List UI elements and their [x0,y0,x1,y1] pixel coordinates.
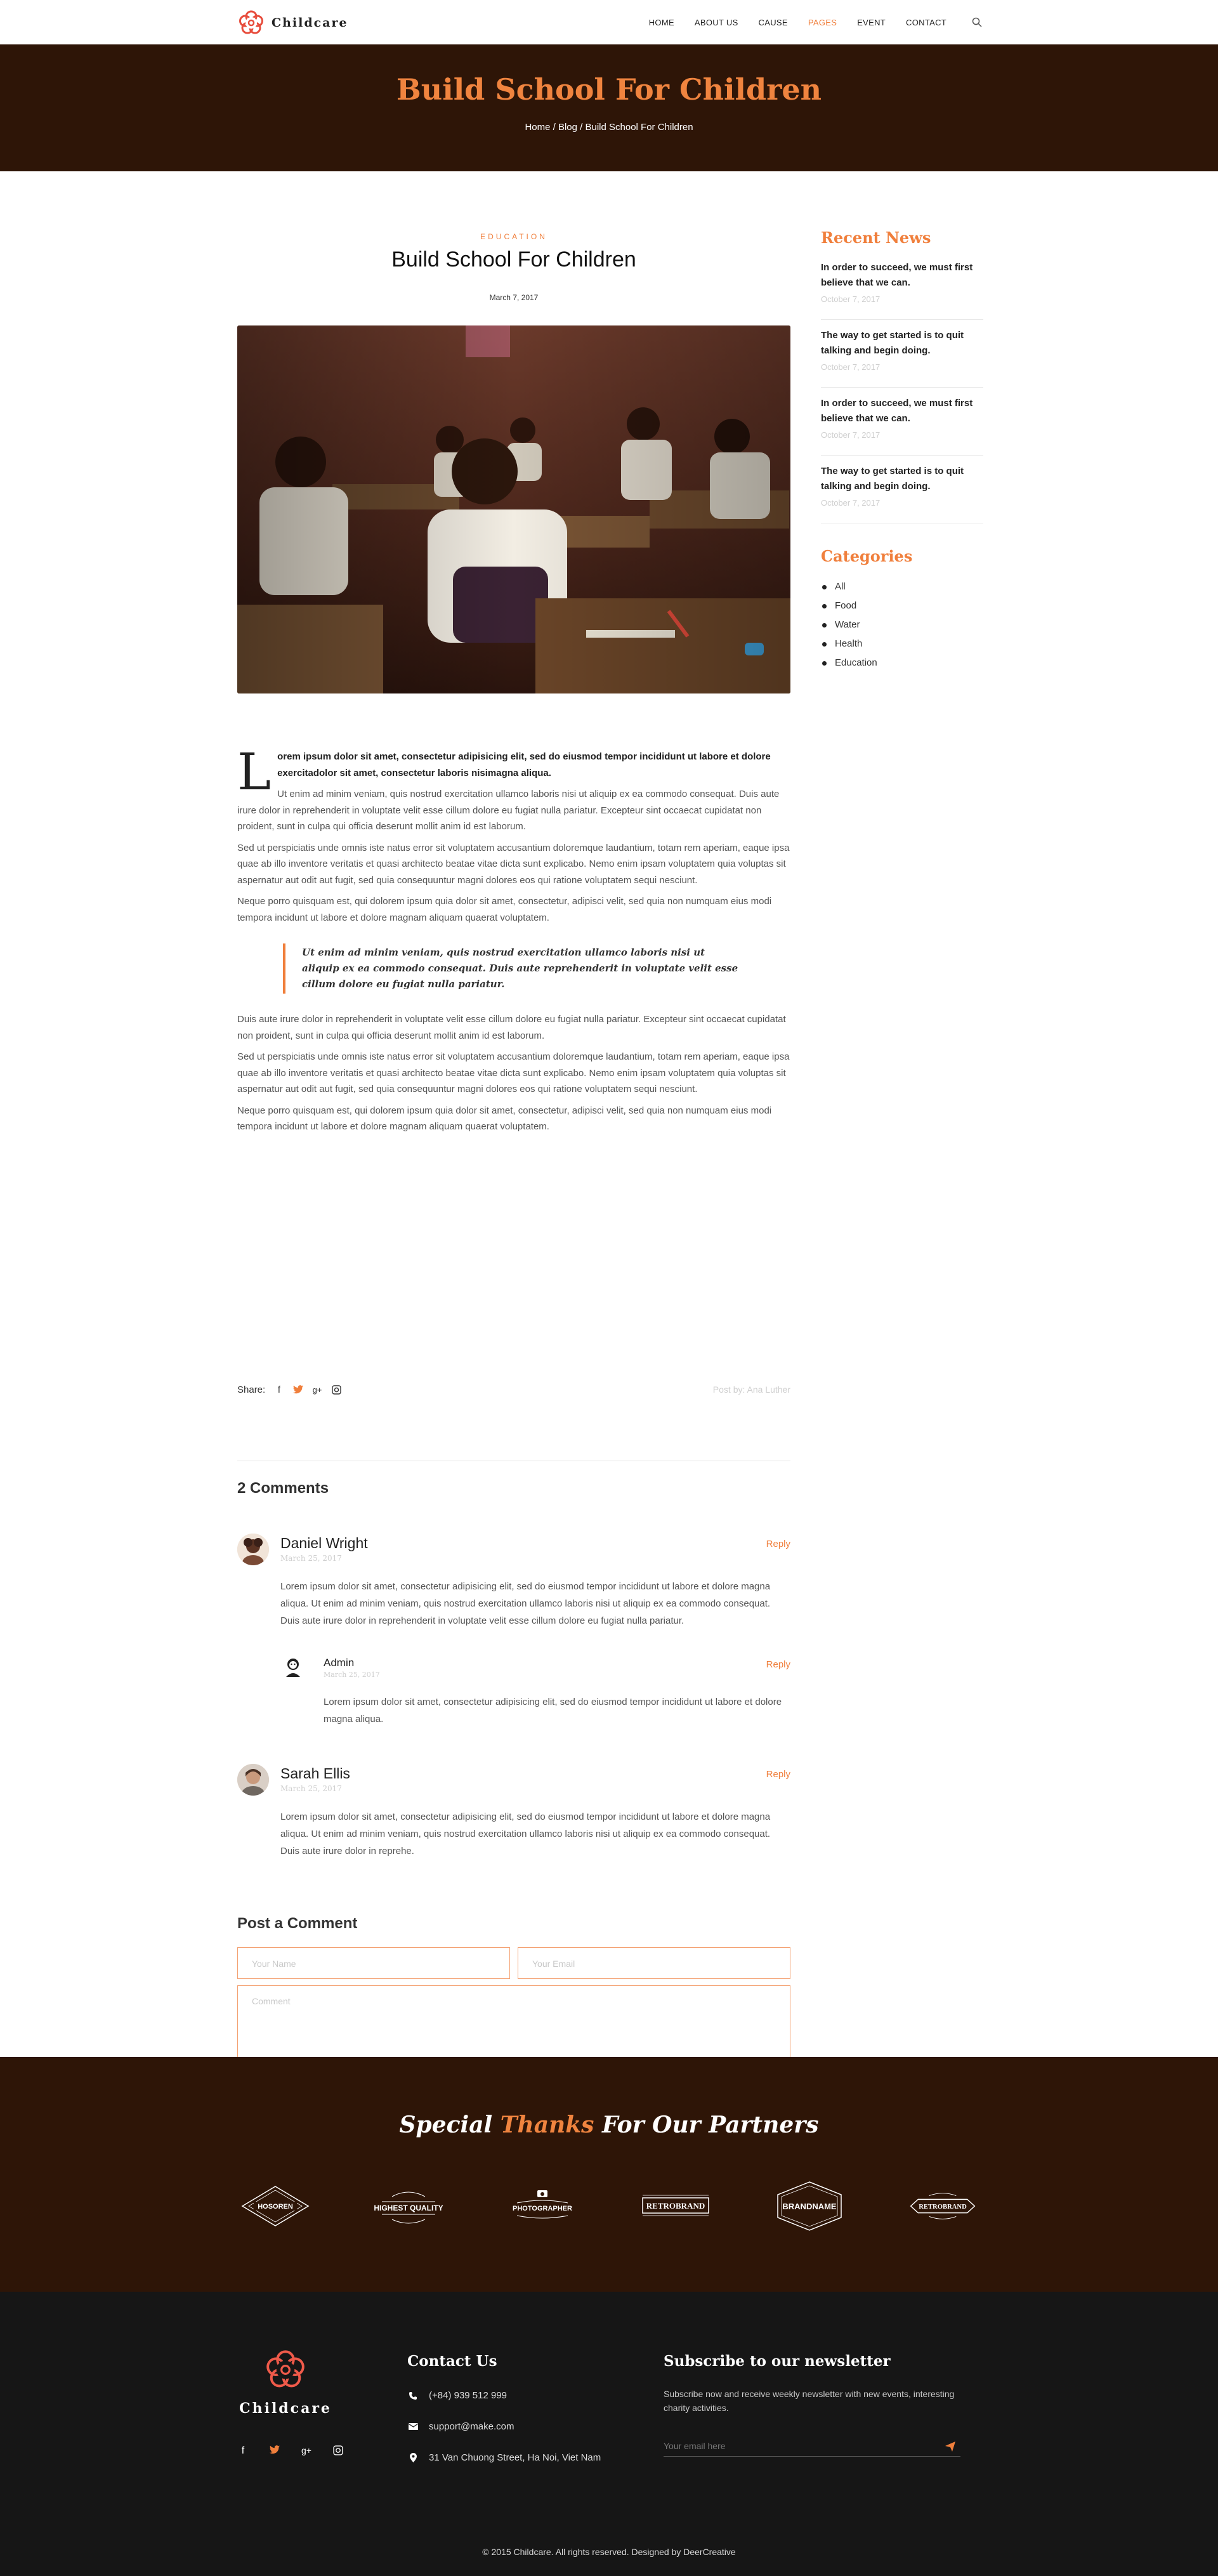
post-body [237,742,790,1140]
partner-logo[interactable] [504,2178,580,2235]
retro-badge-icon [638,2184,714,2228]
site-header [0,0,1218,44]
nav-item-contact[interactable]: CONTACT [906,17,946,27]
share-bar [237,1384,790,1398]
facebook-icon[interactable]: f [277,1384,281,1395]
hexagon-badge-icon [774,2179,845,2233]
comment-date: March 25, 2017 [280,1554,342,1563]
reply-link[interactable]: Reply [766,1659,790,1670]
footer-logo[interactable] [237,2348,334,2417]
brand-logo[interactable] [237,9,348,37]
recent-news-item[interactable] [821,260,983,320]
recent-news-item[interactable] [821,396,983,456]
ornate-badge-icon [905,2184,981,2228]
comment-author: Admin [324,1657,355,1669]
partners-section [0,2057,1218,2292]
partner-logo[interactable] [771,2178,848,2235]
comment-form-title: Post a Comment [237,1915,358,1932]
nav-item-pages[interactable]: PAGES [808,17,837,27]
google-plus-icon[interactable]: g+ [301,2445,311,2455]
recent-news-title: Recent News [821,228,931,247]
post-paragraph: Ut enim ad minim veniam, quis nostrud exercitation ullamco laboris nisi ut aliquip ex ea commodo consequat. Duis aute irure dolor in reprehenderit in voluptate velit esse cillum dolore eu fugiat nulla pariatur. Excepteur sint occaecat cupidatat non proident, sunt in culpa qui officia deserunt mollit anim id est laborum. [237,789,780,832]
category-item-water[interactable]: Water [821,615,877,634]
recent-news-title-link[interactable]: The way to get started is to quit talking and begin doing. [821,466,964,492]
partners-title [0,2112,1218,2138]
instagram-icon[interactable] [332,2445,344,2459]
category-list [821,577,877,673]
badge-icon [370,2184,447,2228]
partner-logo-text: PHOTOGRAPHER [512,2205,572,2212]
avatar [280,1654,306,1679]
page-hero [0,44,1218,171]
category-item-education[interactable]: Education [821,654,877,673]
nav-item-home[interactable]: HOME [648,17,674,27]
post-featured-image [237,325,790,693]
search-icon[interactable] [972,17,982,27]
contact-email [407,2421,514,2432]
facebook-icon[interactable]: f [241,2445,245,2456]
partner-logo-text: RETROBRAND [646,2201,705,2211]
partner-logo[interactable] [638,2178,714,2235]
diamond-badge-icon [240,2184,311,2228]
email-field[interactable]: Your Email [518,1947,790,1979]
partner-logo-text: HOSOREN [258,2203,293,2211]
main-nav [629,0,982,44]
send-icon[interactable] [945,2441,955,2452]
flower-logo-icon [263,2348,308,2392]
recent-news-date: October 7, 2017 [821,430,881,440]
partner-logo[interactable] [237,2178,313,2235]
partner-logo-text: RETROBRAND [919,2203,967,2211]
flower-logo-icon [237,9,265,37]
post-paragraph: Neque porro quisquam est, qui dolorem ipsum quia dolor sit amet, consectetur, adipisci velit, sed quia non numquam eius modi tempora incidunt ut labore et dolore magnam aliquam quaerat voluptatem. [237,1105,772,1132]
comment-author: Sarah Ellis [280,1765,350,1782]
comment-date: March 25, 2017 [280,1784,342,1793]
drop-cap: L [237,742,272,801]
post-paragraph: Neque porro quisquam est, qui dolorem ipsum quia dolor sit amet, consectetur, adipisci velit, sed quia non numquam eius modi tempora incidunt ut labore et dolore magnam aliquam quaerat voluptatem. [237,896,772,923]
partner-logo-text: BRANDNAME [782,2202,837,2211]
category-item-all[interactable]: All [821,577,877,596]
recent-news-date: October 7, 2017 [821,294,881,304]
share-label: Share: [237,1384,266,1395]
comment-textarea[interactable]: Comment [237,1985,790,2115]
nav-item-about-us[interactable]: ABOUT US [694,17,738,27]
partner-logo-text: HIGHEST QUALITY [374,2204,444,2212]
copyright: © 2015 Childcare. All rights reserved. Designed by DeerCreative [482,2547,736,2557]
comment-text: Lorem ipsum dolor sit amet, consectetur adipisicing elit, sed do eiusmod tempor incididunt ut labore et dolore magna aliqua. [324,1697,782,1725]
recent-news-title-link[interactable]: The way to get started is to quit talking and begin doing. [821,330,964,356]
reply-link[interactable]: Reply [766,1769,790,1780]
camera-badge-icon [504,2184,580,2228]
partners-title-highlight: Thanks [500,2112,594,2138]
comment-author: Daniel Wright [280,1535,368,1551]
map-pin-icon [407,2453,419,2462]
comment-date: March 25, 2017 [324,1671,380,1679]
comments-count-title: 2 Comments [237,1480,329,1497]
instagram-icon[interactable] [331,1385,341,1395]
categories-title: Categories [821,547,913,565]
comment-text: Lorem ipsum dolor sit amet, consectetur adipisicing elit, sed do eiusmod tempor incididunt ut labore et dolore magna aliqua. Ut enim ad minim veniam, quis nostrud exercitation ullamco laboris nisi ut aliquip ex ea commodo consequat. Duis aute irure dolor in reprehe. [280,1811,771,1856]
post-lead: orem ipsum dolor sit amet, consectetur adipisicing elit, sed do eiusmod tempor incididunt ut labore et dolore exercitadolor sit amet, consectetur laboris nisimagna aliqua. [277,751,771,779]
brand-name: Childcare [272,16,348,30]
google-plus-icon[interactable]: g+ [312,1385,322,1395]
hero-title: Build School For Children [396,72,822,107]
recent-news-item[interactable] [821,464,983,523]
newsletter-title: Subscribe to our newsletter [664,2353,891,2370]
avatar [237,1534,269,1565]
contact-phone-text[interactable]: (+84) 939 512 999 [429,2390,508,2401]
contact-title: Contact Us [407,2353,497,2370]
nav-item-event[interactable]: EVENT [857,17,886,27]
avatar [237,1764,269,1796]
post-title: Build School For Children [391,247,636,272]
share-icons [274,1385,341,1395]
recent-news-item[interactable] [821,328,983,388]
partner-logo[interactable] [370,2178,447,2235]
comment-text: Lorem ipsum dolor sit amet, consectetur adipisicing elit, sed do eiusmod tempor incididunt ut labore et dolore magna aliqua. Ut enim ad minim veniam, quis nostrud exercitation ullamco laboris nisi ut aliquip ex ea commodo consequat. Duis aute irure dolor in reprehenderit in voluptate velit esse cillum dolore eu fugiat nulla pariatur. [280,1581,771,1626]
partner-logo[interactable] [905,2178,981,2235]
contact-address [407,2452,601,2463]
envelope-icon [407,2423,419,2430]
recent-news-date: October 7, 2017 [821,362,881,372]
site-footer [0,2292,1218,2576]
footer-brand-name: Childcare [239,2400,332,2417]
recent-news-date: October 7, 2017 [821,498,881,508]
partner-logos [237,2178,981,2235]
post-paragraph: Duis aute irure dolor in reprehenderit in voluptate velit esse cillum dolore eu fugiat nulla pariatur. Excepteur sint occaecat cupidatat non proident, sunt in culpa qui officia deserunt mollit anim id est laborum. [237,1014,786,1041]
phone-icon [407,2391,419,2400]
newsletter-placeholder: Your email here [664,2441,726,2451]
nav-item-cause[interactable]: CAUSE [758,17,788,27]
post-date: March 7, 2017 [489,293,539,302]
newsletter-email-input[interactable] [664,2436,960,2457]
category-item-food[interactable]: Food [821,596,877,615]
classroom-photo [237,325,790,693]
contact-address-text: 31 Van Chuong Street, Ha Noi, Viet Nam [429,2452,601,2463]
post-category[interactable]: EDUCATION [480,232,547,241]
reply-link[interactable]: Reply [766,1539,790,1549]
partners-title-after: For Our Partners [601,2112,819,2138]
post-paragraph: Sed ut perspiciatis unde omnis iste natus error sit voluptatem accusantium doloremque laudantium, totam rem aperiam, eaque ipsa quae ab illo inventore veritatis et quasi architecto beatae vitae dicta sunt explicabo. Nemo enim ipsam voluptatem quia voluptas sit aspernatur aut odit aut fugit, sed quia consequuntur magni dolores eos qui ratione voluptatem sequi nesciunt. [237,842,790,886]
twitter-icon[interactable] [269,2445,280,2459]
category-item-health[interactable]: Health [821,634,877,654]
name-field[interactable]: Your Name [237,1947,510,1979]
partners-title-before: Special [399,2112,493,2138]
post-author: Post by: Ana Luther [712,1384,790,1395]
newsletter-description: Subscribe now and receive weekly newsletter with new events, interesting charity activities. [664,2389,955,2413]
twitter-icon[interactable] [293,1385,303,1395]
contact-phone [407,2390,507,2401]
post-paragraph: Sed ut perspiciatis unde omnis iste natus error sit voluptatem accusantium doloremque laudantium, totam rem aperiam, eaque ipsa quae ab illo inventore veritatis et quasi architecto beatae vitae dicta sunt explicabo. Nemo enim ipsam voluptatem quia voluptas sit aspernatur aut odit aut fugit, sed quia consequuntur magni dolores eos qui ratione voluptatem sequi nesciunt. [237,1051,790,1094]
recent-news-title-link[interactable]: In order to succeed, we must first believe that we can. [821,262,973,288]
recent-news-title-link[interactable]: In order to succeed, we must first believe that we can. [821,398,973,424]
post-blockquote: Ut enim ad minim veniam, quis nostrud exercitation ullamco laboris nisi ut aliquip ex ea commodo consequat. Duis aute reprehenderit in voluptate velit esse cillum dolore eu fugiat nulla pariatur. [283,943,740,994]
contact-email-text[interactable]: support@make.com [429,2421,514,2432]
breadcrumb[interactable]: Home / Blog / Build School For Children [525,122,693,133]
footer-social-icons [237,2445,344,2459]
